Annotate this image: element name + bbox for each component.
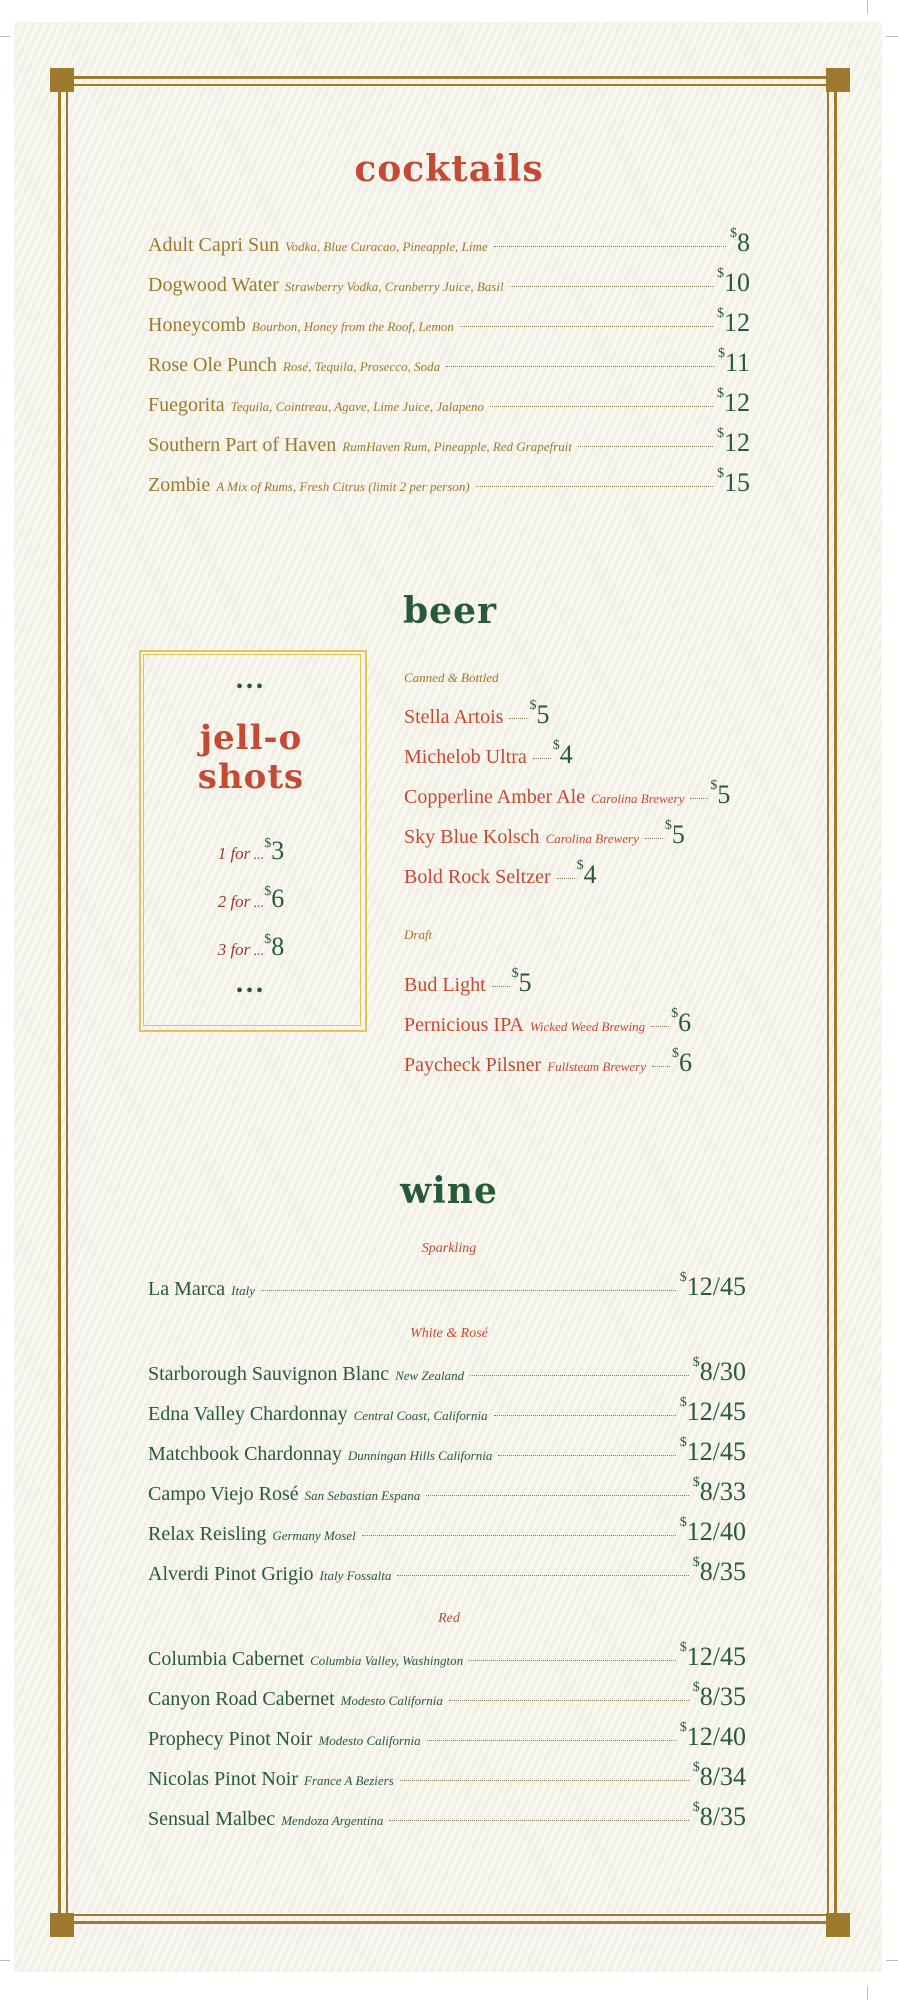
beer-price — [553, 740, 573, 770]
dotted-leader — [389, 1820, 688, 1821]
price-value: 10 — [724, 268, 750, 297]
currency-symbol: $ — [717, 306, 724, 321]
dotted-leader — [470, 1375, 689, 1376]
currency-symbol: $ — [710, 778, 718, 793]
price-value: 5 — [717, 780, 731, 809]
dotted-leader — [652, 1066, 670, 1067]
item-description: Modesto California — [318, 1733, 421, 1748]
price-value: 8/35 — [699, 1682, 746, 1711]
price-value: 12/40 — [686, 1722, 746, 1751]
dotted-leader — [494, 246, 726, 247]
deal-price — [264, 884, 284, 913]
currency-symbol: $ — [692, 1800, 700, 1815]
item-name: Edna Valley Chardonnay — [148, 1403, 348, 1425]
dotted-leader — [427, 1740, 676, 1741]
beer-item-row — [404, 780, 730, 810]
item-description: Vodka, Blue Curacao, Pineapple, Lime — [285, 239, 488, 254]
dotted-leader — [426, 1495, 689, 1496]
jello-title-line2: shots — [197, 757, 305, 797]
deal-quantity: 1 for — [217, 844, 251, 863]
item-name: Sensual Malbec — [148, 1808, 276, 1830]
crop-mark — [0, 1960, 10, 1961]
dotted-leader — [557, 878, 575, 879]
menu-item-row — [148, 1397, 746, 1427]
menu-item-row — [148, 1272, 746, 1302]
dotted-leader — [509, 718, 527, 719]
beer-price — [710, 780, 730, 810]
currency-symbol: $ — [679, 1435, 687, 1450]
item-price — [717, 388, 750, 418]
dotted-leader — [449, 1700, 689, 1701]
item-price — [693, 1477, 746, 1507]
dotted-leader — [690, 798, 708, 799]
dotted-leader — [494, 1415, 676, 1416]
dotted-leader — [460, 326, 713, 327]
currency-symbol: $ — [679, 1395, 687, 1410]
item-description: New Zealand — [395, 1368, 465, 1383]
currency-symbol: $ — [717, 426, 724, 441]
beer-heading: beer — [403, 590, 497, 632]
menu-item-row — [148, 1357, 746, 1387]
item-name: Rose Ole Punch — [148, 354, 277, 376]
item-description: Italy — [231, 1283, 255, 1298]
draft-label: Draft — [404, 927, 433, 942]
brewery-name: Carolina Brewery — [591, 791, 685, 806]
price-value: 12/45 — [686, 1437, 746, 1466]
item-name: Adult Capri Sun — [148, 234, 280, 256]
currency-symbol: $ — [529, 698, 537, 713]
price-value: 12/45 — [686, 1272, 746, 1301]
price-value: 12/45 — [686, 1642, 746, 1671]
menu-item-row — [148, 1437, 746, 1467]
currency-symbol: $ — [692, 1355, 700, 1370]
beer-name: Bud Light — [404, 974, 486, 996]
beer-price — [665, 820, 685, 850]
currency-symbol: $ — [679, 1640, 687, 1655]
beer-price — [671, 1008, 691, 1038]
price-value: 8 — [737, 228, 750, 257]
frame-corner — [826, 68, 850, 92]
dotted-leader — [446, 366, 714, 367]
frame-line — [74, 76, 826, 79]
price-value: 3 — [271, 836, 285, 865]
cocktails-heading: cocktails — [354, 148, 544, 190]
dotted-leader — [490, 406, 713, 407]
price-value: 5 — [671, 820, 685, 849]
currency-symbol: $ — [679, 1270, 687, 1285]
currency-symbol: $ — [692, 1475, 700, 1490]
item-name: Dogwood Water — [148, 274, 279, 296]
price-value: 8/35 — [699, 1802, 746, 1831]
dotted-leader: ... — [250, 944, 265, 959]
brewery-name: Carolina Brewery — [545, 831, 639, 846]
currency-symbol: $ — [717, 266, 724, 281]
item-price — [717, 468, 750, 498]
dotted-leader — [476, 486, 713, 487]
item-price — [717, 428, 750, 458]
currency-symbol: $ — [717, 346, 725, 361]
item-name: Canyon Road Cabernet — [148, 1688, 335, 1710]
item-price — [717, 268, 750, 298]
frame-line — [834, 92, 837, 1913]
menu-item-row — [148, 1557, 746, 1587]
frame-corner — [826, 1913, 850, 1937]
ornament-dots: ••• — [235, 676, 266, 698]
dotted-leader: ... — [250, 848, 265, 863]
item-description: France A Beziers — [304, 1773, 394, 1788]
beer-name: Sky Blue Kolsch — [404, 826, 540, 848]
beer-name: Pernicious IPA — [404, 1014, 524, 1036]
currency-symbol: $ — [679, 1720, 687, 1735]
price-value: 4 — [559, 740, 573, 769]
ornament-dots: ••• — [235, 980, 266, 1002]
dotted-leader — [651, 1026, 669, 1027]
beer-name: Bold Rock Seltzer — [404, 866, 551, 888]
frame-corner — [50, 68, 74, 92]
beer-item-row — [404, 860, 597, 890]
menu-item-row — [148, 348, 750, 378]
price-value: 8/35 — [699, 1557, 746, 1586]
dotted-leader — [400, 1780, 689, 1781]
beer-item-row — [404, 1008, 691, 1038]
item-description: A Mix of Rums, Fresh Citrus (limit 2 per person) — [216, 479, 470, 494]
price-value: 12 — [724, 428, 750, 457]
price-value: 12/40 — [686, 1517, 746, 1546]
item-price — [680, 1397, 746, 1427]
item-name: Nicolas Pinot Noir — [148, 1768, 298, 1790]
currency-symbol: $ — [664, 818, 672, 833]
menu-item-row — [148, 1517, 746, 1547]
currency-symbol: $ — [552, 738, 560, 753]
item-name: Matchbook Chardonnay — [148, 1443, 342, 1465]
item-price — [693, 1557, 746, 1587]
item-price — [680, 1642, 746, 1672]
price-value: 6 — [679, 1048, 692, 1077]
item-price — [693, 1762, 746, 1792]
beer-item-row — [404, 820, 685, 850]
currency-symbol: $ — [692, 1680, 700, 1695]
price-value: 6 — [678, 1008, 692, 1037]
item-description: Dunningan Hills California — [347, 1448, 493, 1463]
crop-mark — [886, 36, 898, 37]
beer-price — [512, 968, 532, 998]
item-description: Central Coast, California — [353, 1408, 488, 1423]
menu-item-row — [148, 1477, 746, 1507]
menu-item-row — [148, 1802, 746, 1832]
price-value: 5 — [536, 700, 550, 729]
item-name: Campo Viejo Rosé — [148, 1483, 299, 1505]
deal-quantity: 3 for — [217, 940, 251, 959]
brewery-name: Wicked Weed Brewing — [529, 1019, 646, 1034]
beer-name: Stella Artois — [404, 706, 504, 728]
price-value: 8 — [271, 932, 285, 961]
dotted-leader — [492, 986, 510, 987]
dotted-leader — [397, 1575, 688, 1576]
price-value: 15 — [724, 468, 750, 497]
dotted-leader — [362, 1535, 676, 1536]
red-wine-label: Red — [438, 1611, 460, 1626]
currency-symbol: $ — [671, 1006, 679, 1021]
item-description: RumHaven Rum, Pineapple, Red Grapefruit — [342, 439, 572, 454]
jello-deal — [139, 884, 363, 914]
item-price — [693, 1802, 746, 1832]
item-description: Modesto California — [340, 1693, 443, 1708]
item-description: Rosé, Tequila, Prosecco, Soda — [282, 359, 441, 374]
item-name: Zombie — [148, 474, 211, 496]
dotted-leader — [498, 1455, 675, 1456]
menu-item-row — [148, 468, 750, 498]
currency-symbol: $ — [692, 1555, 700, 1570]
beer-name: Copperline Amber Ale — [404, 786, 586, 808]
price-value: 4 — [583, 860, 597, 889]
deal-quantity: 2 for — [217, 892, 251, 911]
menu-item-row — [148, 388, 750, 418]
item-name: Alverdi Pinot Grigio — [148, 1563, 314, 1585]
item-price — [680, 1517, 746, 1547]
item-description: Mendoza Argentina — [281, 1813, 384, 1828]
currency-symbol: $ — [264, 884, 272, 899]
price-value: 8/33 — [699, 1477, 746, 1506]
frame-line — [74, 84, 826, 86]
beer-name: Paycheck Pilsner — [404, 1054, 542, 1076]
menu-item-row — [148, 1762, 746, 1792]
menu-item-row — [148, 268, 750, 298]
item-description: Strawberry Vodka, Cranberry Juice, Basil — [284, 279, 504, 294]
item-name: Relax Reisling — [148, 1523, 267, 1545]
beer-name: Michelob Ultra — [404, 746, 527, 768]
deal-price — [264, 932, 284, 961]
price-value: 8/34 — [699, 1762, 746, 1791]
item-name: Southern Part of Haven — [148, 434, 337, 456]
currency-symbol: $ — [717, 466, 724, 481]
item-description: Italy Fossalta — [319, 1568, 392, 1583]
currency-symbol: $ — [730, 226, 737, 241]
crop-mark — [0, 36, 10, 37]
price-value: 6 — [271, 884, 285, 913]
item-name: Honeycomb — [148, 314, 246, 336]
jello-deal — [139, 836, 363, 866]
frame-line — [74, 1914, 826, 1916]
deal-price — [264, 836, 284, 865]
dotted-leader — [469, 1660, 676, 1661]
beer-price — [672, 1048, 692, 1078]
crop-mark — [867, 0, 868, 14]
item-name: Starborough Sauvignon Blanc — [148, 1363, 390, 1385]
price-value: 8/30 — [699, 1357, 746, 1386]
currency-symbol: $ — [264, 836, 272, 851]
item-price — [718, 348, 750, 378]
frame-line — [827, 92, 829, 1913]
currency-symbol: $ — [679, 1515, 687, 1530]
dotted-leader — [510, 286, 713, 287]
item-price — [680, 1722, 746, 1752]
beer-item-row — [404, 1048, 692, 1078]
beer-price — [529, 700, 549, 730]
currency-symbol: $ — [511, 966, 519, 981]
currency-symbol: $ — [672, 1046, 679, 1061]
beer-item-row — [404, 740, 573, 770]
item-price — [693, 1682, 746, 1712]
menu-item-row — [148, 1722, 746, 1752]
dotted-leader — [533, 758, 551, 759]
frame-line — [74, 1921, 826, 1924]
beer-price — [577, 860, 597, 890]
price-value: 12 — [724, 388, 750, 417]
item-price — [717, 308, 750, 338]
frame-line — [66, 92, 68, 1913]
menu-item-row — [148, 308, 750, 338]
item-name: Fuegorita — [148, 394, 225, 416]
canned-bottled-label: Canned & Bottled — [404, 670, 499, 685]
menu-item-row — [148, 428, 750, 458]
dotted-leader — [578, 446, 713, 447]
menu-item-row — [148, 1682, 746, 1712]
brewery-name: Fullsteam Brewery — [547, 1059, 646, 1074]
currency-symbol: $ — [692, 1760, 700, 1775]
menu-item-row — [148, 228, 750, 258]
item-price — [730, 228, 750, 258]
jello-title-line1: jell-o — [199, 718, 303, 758]
price-value: 11 — [724, 348, 750, 377]
item-description: Germany Mosel — [272, 1528, 356, 1543]
item-name: La Marca — [148, 1278, 226, 1300]
price-value: 12/45 — [686, 1397, 746, 1426]
menu-item-row — [148, 1642, 746, 1672]
item-name: Columbia Cabernet — [148, 1648, 305, 1670]
price-value: 12 — [724, 308, 750, 337]
price-value: 5 — [518, 968, 532, 997]
item-name: Prophecy Pinot Noir — [148, 1728, 313, 1750]
white-rose-label: White & Rosé — [410, 1326, 488, 1341]
item-description: Bourbon, Honey from the Roof, Lemon — [251, 319, 454, 334]
frame-line — [58, 92, 61, 1913]
beer-item-row — [404, 700, 549, 730]
item-description: San Sebastian Espana — [304, 1488, 421, 1503]
dotted-leader: ... — [250, 896, 265, 911]
item-price — [680, 1437, 746, 1467]
item-price — [680, 1272, 746, 1302]
item-description: Tequila, Cointreau, Agave, Lime Juice, Jalapeno — [230, 399, 484, 414]
jello-deal — [139, 932, 363, 962]
frame-corner — [50, 1913, 74, 1937]
item-description: Columbia Valley, Washington — [310, 1653, 464, 1668]
currency-symbol: $ — [717, 386, 724, 401]
currency-symbol: $ — [576, 858, 584, 873]
dotted-leader — [645, 838, 663, 839]
sparkling-label: Sparkling — [421, 1241, 477, 1256]
dotted-leader — [261, 1290, 676, 1291]
item-price — [693, 1357, 746, 1387]
crop-mark — [867, 1986, 868, 2000]
currency-symbol: $ — [264, 932, 272, 947]
wine-heading: wine — [400, 1170, 498, 1212]
crop-mark — [886, 1960, 898, 1961]
beer-item-row — [404, 968, 532, 998]
